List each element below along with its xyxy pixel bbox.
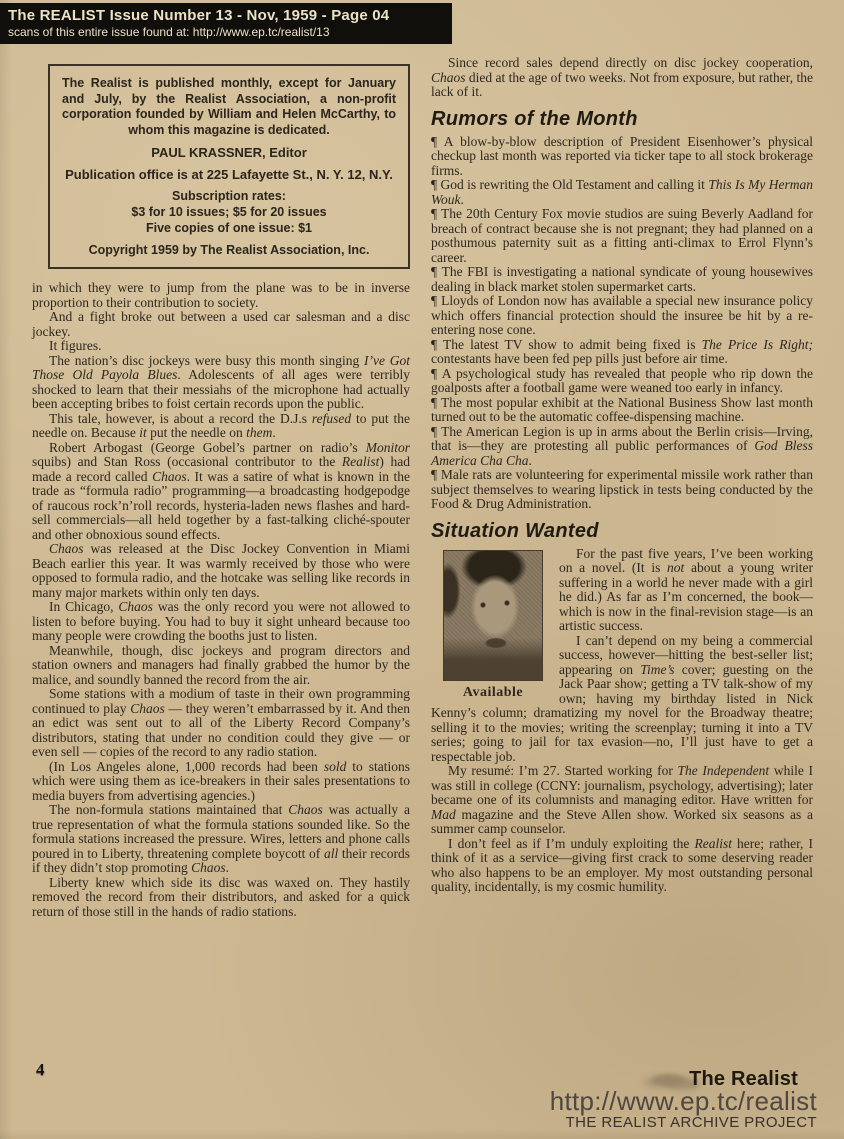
body-paragraph: in which they were to jump from the plane was to be in inverse proportion to their contribution to society. xyxy=(32,280,410,310)
article-text-left xyxy=(32,281,410,919)
body-paragraph: My resumé: I’m 27. Started working for The Independent while I was still in college (CCNY: journalism, psychology, advertising); later became one of its columnists and managing editor. Have written for Mad magazine and the Steve Allen show. Worked six seasons as a summer camp counselor. xyxy=(431,763,813,836)
body-paragraph: Robert Arbogast (George Gobel’s partner on radio’s Monitor squibs) and Stan Ross (occasional contributor to the Realist) had made a record called Chaos. It was a satire of what is known in the trade as “formula radio” programming—a broadcasting hodgepodge of raucous rock’n’roll records, hysteria-laden news flashes and hard-sell commercials—all held together by a fast-talking cliché-spouter and other obnoxious sound effects. xyxy=(32,439,411,542)
rumor-item: ¶ A blow-by-blow description of President Eisenhower’s physical checkup last month was reported via ticker tape to all stock brokerage firms. xyxy=(431,133,813,178)
archive-scan-note: scans of this entire issue found at: http://www.ep.tc/realist/13 xyxy=(8,25,330,39)
article-text-right xyxy=(431,56,813,895)
body-paragraph: And a fight broke out between a used car salesman and a disc jockey. xyxy=(32,309,410,339)
page-number: 4 xyxy=(36,1060,45,1079)
right-column xyxy=(431,56,813,895)
body-paragraph: I can’t depend on my being a commercial success, however—hitting the best-seller list; appearing on Time’s cover; guesting on the Jack Paar show; getting a TV talk-show of my own; having my birthday listed in Nick Kenny’s column; dramatizing my novel for the Broadway theatre; selling it to the movies; writing the screenplay; turning it into a TV series; going to jail for tax evasion—no, I’ll just have to get a respectable job. xyxy=(431,632,813,764)
rumor-item: ¶ The latest TV show to admit being fixed is The Price Is Right; contestants have been fed pep pills just before air time. xyxy=(431,336,814,366)
rumor-item: ¶ The 20th Century Fox movie studios are suing Beverly Aadland for breach of contract because she is not pregnant; they had planned on a posthumous paternity suit as a fitting anti-climax to Errol Flynn’s career. xyxy=(431,206,813,265)
body-paragraph: Chaos was released at the Disc Jockey Convention in Miami Beach earlier this year. It was warmly received by those who were opposed to formula radio, and the hotcake was selling like records in many major markets within only ten days. xyxy=(32,541,410,600)
body-paragraph: Since record sales depend directly on disc jockey cooperation, Chaos died at the age of two weeks. Not from exposure, but rather, the lack of it. xyxy=(431,55,813,99)
portrait-photo xyxy=(443,550,543,681)
masthead-box xyxy=(48,64,410,269)
page-title: The REALIST Issue Number 13 - Nov, 1959 - Page 04 xyxy=(8,7,390,24)
masthead-editor: PAUL KRASSNER, Editor xyxy=(151,145,307,160)
ink-smudge xyxy=(652,1074,686,1086)
masthead-subscription-rates: $3 for 10 issues; $5 for 20 issues xyxy=(131,205,327,219)
rumor-item: ¶ Male rats are volunteering for experimental missile work rather than subject themselves to wearing lipstick in tests being conducted by the Food & Drug Administration. xyxy=(431,467,813,511)
rumor-item: ¶ The FBI is investigating a national syndicate of young housewives dealing in black market stolen supermarket carts. xyxy=(431,264,813,294)
rumor-item: ¶ God is rewriting the Old Testament and calling it This Is My Herman Wouk. xyxy=(431,177,813,207)
body-paragraph: The nation’s disc jockeys were busy this month singing I’ve Got Those Old Payola Blues. Adolescents of all ages were terribly shocked to learn that their messiahs of the microphone had actually been accepting bribes to foist certain records upon the public. xyxy=(32,352,410,411)
author-photo-block xyxy=(436,550,550,701)
body-paragraph: I don’t feel as if I’m unduly exploiting the Realist here; rather, I think of it as a service—giving first crack to some deserving reader who also happens to be an employer. My most outstanding personal quality, incidentally, is my cosmic humility. xyxy=(431,835,813,894)
rumor-item: ¶ A psychological study has revealed that people who rip down the goalposts after a football game were weaned too early in infancy. xyxy=(431,365,813,395)
body-paragraph: This tale, however, is about a record the D.J.s refused to put the needle on. Because it put the needle on them. xyxy=(32,410,411,440)
archive-url: http://www.ep.tc/realist xyxy=(549,1086,817,1116)
body-paragraph: For the past five years, I’ve been working on a novel. (It is not about a young writer suffering in a world he never made with a girl he did.) As far as I’m concerned, the book—which is now in the final-revision stage—is an artistic success. xyxy=(559,545,814,633)
rumor-item: ¶ Lloyds of London now has available a special new insurance policy which offers financial protection should the insuree be hit by a re-entering nose cone. xyxy=(431,293,813,337)
body-paragraph: Meanwhile, though, disc jockeys and program directors and station owners and managers had finally grabbed the humor by the malice, and soundly banned the record from the air. xyxy=(32,642,410,687)
masthead-office: Publication office is at 225 Lafayette St., N. Y. 12, N.Y. xyxy=(65,167,393,182)
section-heading-situation-wanted: Situation Wanted xyxy=(431,519,599,542)
body-paragraph: (In Los Angeles alone, 1,000 records had been sold to stations which were using them as ice-breakers in their sales presentations to media buyers from advertising agencies.) xyxy=(32,758,410,803)
masthead-blurb: The Realist is published monthly, except for January and July, by the Realist Association, a non-profit corporation founded by William and Helen McCarthy, to whom this magazine is dedicated. xyxy=(62,76,396,137)
photo-caption: Available xyxy=(462,684,524,700)
masthead-subscription-heading: Subscription rates: xyxy=(172,189,286,203)
body-paragraph: Liberty knew which side its disc was waxed on. They hastily removed the record from their distributors, and asked for a quick return of those still in the hands of radio stations. xyxy=(32,874,410,919)
left-column xyxy=(32,62,410,919)
rumor-item: ¶ The American Legion is up in arms about the Berlin crisis—Irving, that is—they are protesting all public performances of God Bless America Cha Cha. xyxy=(431,423,814,468)
body-paragraph: It figures. xyxy=(49,338,102,353)
archive-header-bar xyxy=(0,3,452,44)
section-heading-rumors: Rumors of the Month xyxy=(431,107,638,130)
body-paragraph: The non-formula stations maintained that Chaos was actually a true representation of what the formula stations sounded like. So the formula stations increased the pressure. Wires, letters and phone calls poured in to Liberty, threatening complete boycott of all their records if they didn’t stop promoting Chaos. xyxy=(32,802,411,875)
rumor-item: ¶ The most popular exhibit at the National Business Show last month turned out to be the automatic coffee-dispensing machine. xyxy=(431,394,813,424)
masthead-copyright: Copyright 1959 by The Realist Association, Inc. xyxy=(88,243,370,257)
masthead-single-copy-price: Five copies of one issue: $1 xyxy=(145,221,313,235)
body-paragraph: Some stations with a modium of taste in their own programming continued to play Chaos — they weren’t embarrassed by it. And then an edict was sent out to all of the Liberty Record Company’s distributors, stating that under no condition could they give — or even sell — copies of the record to any radio station. xyxy=(32,686,410,759)
realist-logo-text: The Realist xyxy=(689,1068,798,1090)
archive-project-label: THE REALIST ARCHIVE PROJECT xyxy=(565,1114,817,1131)
body-paragraph: In Chicago, Chaos was the only record you were not allowed to listen to before buying. You had to buy it sight unheard because too many people were crowding the booths just to listen. xyxy=(32,599,410,643)
